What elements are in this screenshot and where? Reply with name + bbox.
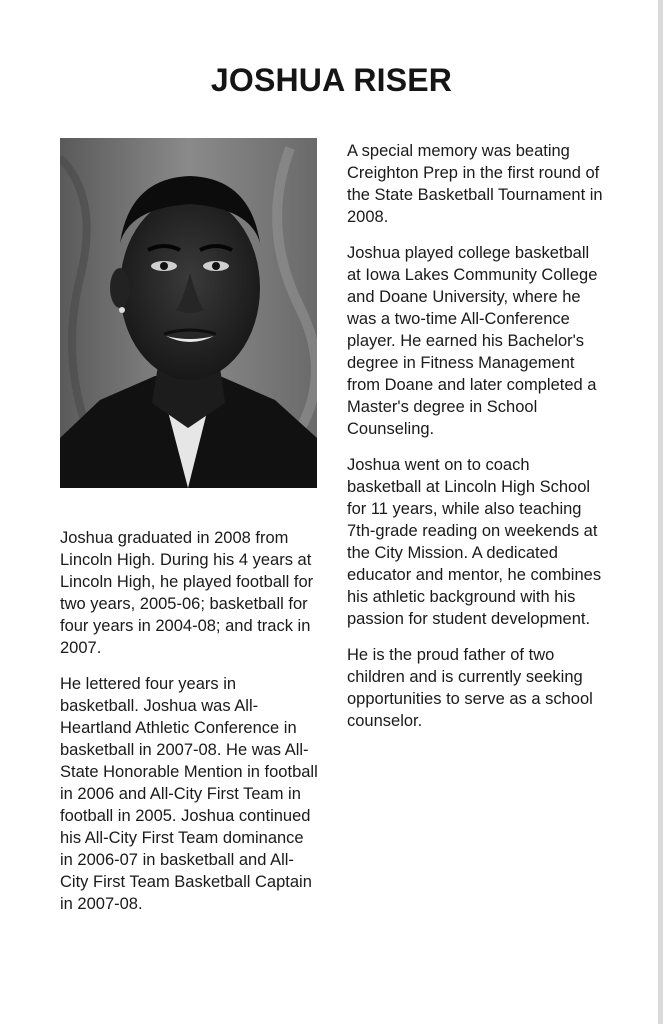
portrait-image <box>60 138 317 488</box>
right-text-column <box>347 140 607 746</box>
left-text-column <box>60 527 318 929</box>
page-edge <box>658 0 663 1024</box>
paragraph: He is the proud father of two children and is currently seeking opportunities to serve as a school counselor. <box>347 646 593 730</box>
portrait-photo <box>60 138 317 488</box>
paragraph: He lettered four years in basketball. Joshua was All-Heartland Athletic Conference in basketball in 2007-08. He was All-State Honorable Mention in football in 2006 and All-City First Team in football in 2005. Joshua continued his All-City First Team dominance in 2006-07 in basketball and All-City First Team Basketball Captain in 2007-08. <box>60 675 318 913</box>
page-title: JOSHUA RISER <box>210 62 453 98</box>
paragraph: Joshua played college basketball at Iowa Lakes Community College and Doane University, where he was a two-time All-Conference player. He earned his Bachelor's degree in Fitness Management from Doane and later completed a Master's degree in School Counseling. <box>347 244 598 438</box>
paragraph: A special memory was beating Creighton Prep in the first round of the State Basketball Tournament in 2008. <box>347 142 603 226</box>
paragraph: Joshua graduated in 2008 from Lincoln High. During his 4 years at Lincoln High, he played football for two years, 2005-06; basketball for four years in 2004-08; and track in 2007. <box>60 529 314 657</box>
paragraph: Joshua went on to coach basketball at Lincoln High School for 11 years, while also teaching 7th-grade reading on weekends at the City Mission. A dedicated educator and mentor, he combines his athletic background with his passion for student development. <box>347 456 602 628</box>
